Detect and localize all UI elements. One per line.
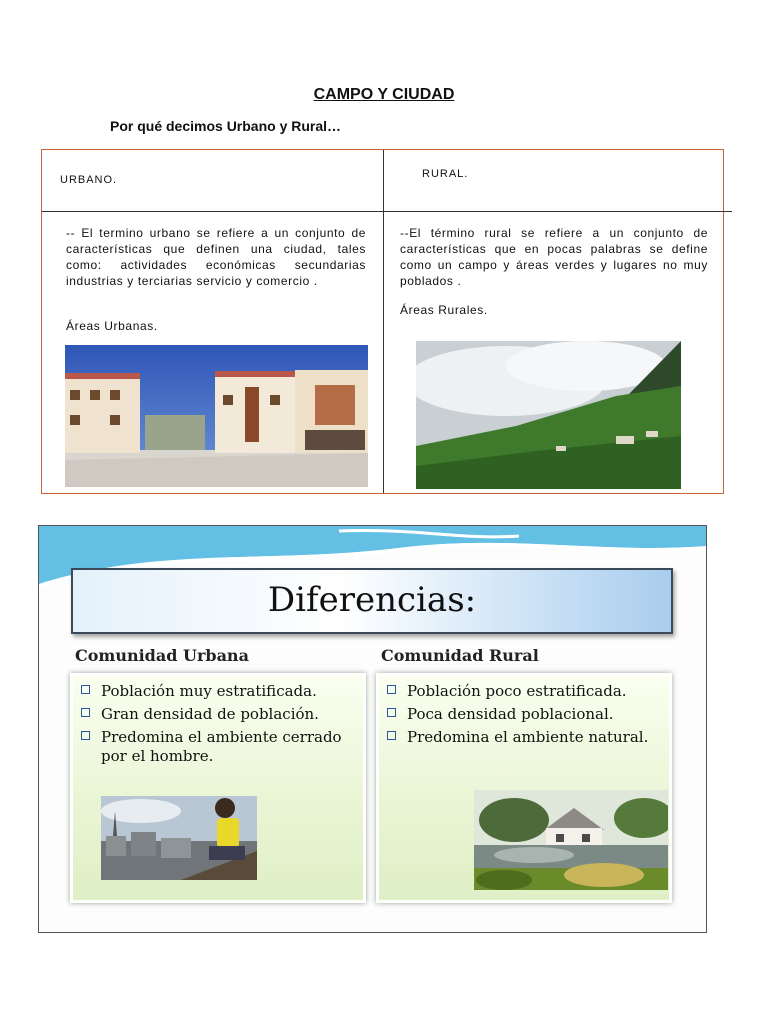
list-item <box>385 728 661 747</box>
rural-heading: RURAL. <box>422 168 469 180</box>
list-item-text: Predomina el ambiente natural. <box>407 728 649 746</box>
rural-area-photo <box>416 341 681 489</box>
row-divider <box>42 211 732 212</box>
countryside-photo <box>474 790 668 890</box>
differences-slide <box>38 525 707 933</box>
list-item-text: Predomina el ambiente cerrado por el hombre. <box>101 728 342 765</box>
bullet-icon <box>81 708 90 717</box>
city-view-photo <box>101 796 257 880</box>
urban-areas-label: Áreas Urbanas. <box>66 319 158 333</box>
urban-community-panel <box>70 673 366 903</box>
list-item-text: Población muy estratificada. <box>101 682 317 700</box>
urban-items-list <box>73 676 363 766</box>
bullet-icon <box>387 731 396 740</box>
comparison-table <box>41 149 724 494</box>
list-item-text: Gran densidad de población. <box>101 705 319 723</box>
bullet-icon <box>81 685 90 694</box>
urban-definition: -- El termino urbano se refiere a un conjunto de características que definen una ciudad, tales como: actividades económicas secundarias industrias y terciarias servicio y comercio . <box>66 226 366 288</box>
rural-areas-label: Áreas Rurales. <box>400 303 488 317</box>
page-title: CAMPO Y CIUDAD <box>313 86 455 103</box>
list-item <box>385 682 661 701</box>
rural-community-panel <box>376 673 672 903</box>
rural-items-list <box>379 676 669 747</box>
list-item <box>79 705 355 724</box>
rural-community-heading: Comunidad Rural <box>381 646 539 665</box>
urban-community-heading: Comunidad Urbana <box>75 646 249 665</box>
list-item-text: Población poco estratificada. <box>407 682 627 700</box>
bullet-icon <box>387 685 396 694</box>
bullet-icon <box>81 731 90 740</box>
slide-title-banner <box>71 568 673 634</box>
urban-area-photo <box>65 345 368 487</box>
urban-heading: URBANO. <box>60 174 118 186</box>
list-item-text: Poca densidad poblacional. <box>407 705 614 723</box>
list-item <box>79 728 355 766</box>
rural-definition: --El término rural se refiere a un conjunto de características que en pocas palabras se define como un campo y áreas verdes y lugares no muy poblados . <box>400 226 708 288</box>
list-item <box>385 705 661 724</box>
column-divider <box>383 150 384 493</box>
page-subtitle: Por qué decimos Urbano y Rural… <box>110 118 342 134</box>
bullet-icon <box>387 708 396 717</box>
slide-title: Diferencias: <box>267 580 477 620</box>
list-item <box>79 682 355 701</box>
